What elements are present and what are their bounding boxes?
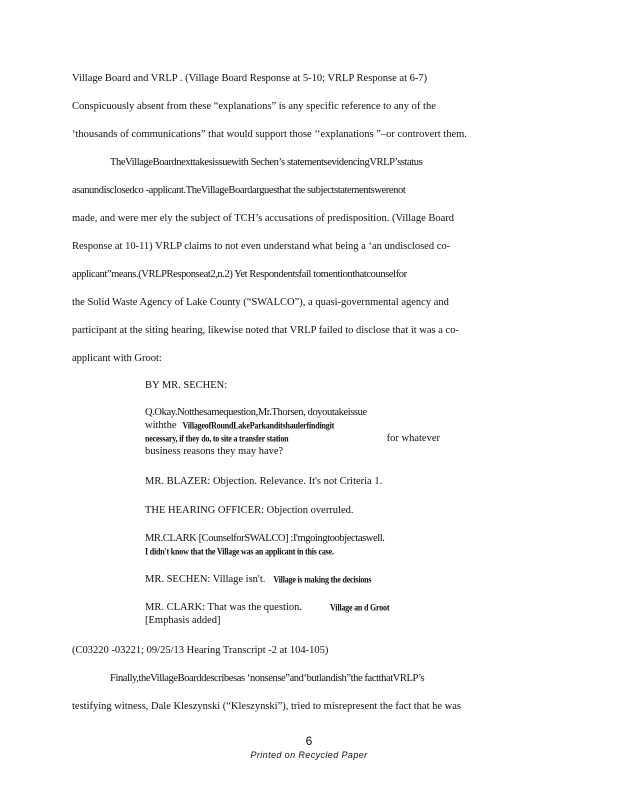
text-line xyxy=(72,212,540,226)
paragraph-first-line xyxy=(110,672,540,686)
page-number: 6 xyxy=(305,734,313,748)
transcript-question-line: necessary, if they do, to site a transfer station for whatever xyxy=(145,433,440,444)
text-line xyxy=(72,128,540,142)
transcript-clark-emphasis xyxy=(145,546,440,558)
line-text: Response at 10-11) VRLP claims to not even understand what being a ‘an undisclosed co- xyxy=(72,241,451,252)
emphasis-text: Village an d Groot xyxy=(330,602,390,613)
transcript-citation: (C03220 -03221; 09/25/13 Hearing Transcript -2 at 104-105) xyxy=(72,645,329,656)
text-line xyxy=(72,700,540,714)
paragraph-first-line xyxy=(110,156,540,170)
text-line xyxy=(72,100,540,114)
emphasis-note: [Emphasis added] xyxy=(145,615,221,626)
transcript-ruling: THE HEARING OFFICER: Objection overruled. xyxy=(145,505,354,516)
text-line xyxy=(72,268,540,282)
line-text: participant at the siting hearing, likewise noted that VRLP failed to disclose that it was a co- xyxy=(72,325,459,336)
line-text: testifying witness, Dale Kleszynski (“Kleszynski”), tried to misrepresent the fact that he was xyxy=(72,701,461,712)
emphasis-text: Village is making the decisions xyxy=(273,574,372,585)
text-line xyxy=(72,184,540,198)
emphasis-text: I didn't know that the Village was an applicant in this case. xyxy=(145,546,334,557)
line-text: Village Board and VRLP . (Village Board Response at 5-10; VRLP Response at 6-7) xyxy=(72,73,428,84)
text-line xyxy=(72,324,540,338)
line-text: applicant with Groot: xyxy=(72,353,162,364)
line-text: Finally,theVillageBoarddescribesas ‘nonsense”and‘butlandish”the factthatVRLP’s xyxy=(110,673,425,684)
text-line xyxy=(72,296,540,310)
emphasis-text: necessary, if they do, to site a transfer station xyxy=(145,433,289,444)
line-text: made, and were mer ely the subject of TCH’s accusations of predisposition. (Village Board xyxy=(72,213,455,224)
transcript-sechen: MR. SECHEN: Village isn't. Village is making the decisions xyxy=(145,574,372,585)
page-footer: Printed on Recycled Paper xyxy=(250,750,368,760)
line-text: TheVillageBoardnexttakesissuewith Sechen’s statementsevidencingVRLP’sstatus xyxy=(110,157,423,168)
text-line xyxy=(72,72,540,86)
emphasis-text: VillageofRoundLakeParkanditshaulerfindingit xyxy=(182,420,335,431)
transcript-clark: MR. CLARK: That was the question. Village an d Groot xyxy=(145,602,390,613)
text-line xyxy=(72,240,540,254)
line-text: applicant”means.(VRLPResponseat2,n.2) Yet Respondentsfail tomentionthatcounselfor xyxy=(72,269,407,280)
line-text: Conspicuously absent from these “explanations” is any specific reference to any of the xyxy=(72,101,436,112)
transcript-clark: MR.CLARK [CounselforSWALCO] :I'mgoingtoobjectaswell. xyxy=(145,533,385,544)
transcript-objection: MR. BLAZER: Objection. Relevance. It's not Criteria 1. xyxy=(145,476,383,487)
transcript-question-line: business reasons they may have? xyxy=(145,446,284,457)
text-line xyxy=(72,352,540,366)
line-text: ‘thousands of communications” that would support those ‘‘explanations ”–or controvert them. xyxy=(72,129,467,140)
transcript-question-line: withthe VillageofRoundLakeParkanditshaulerfindingit xyxy=(145,420,335,431)
transcript-question: Q.Okay.Notthesamequestion,Mr.Thorsen, doyoutakeissue xyxy=(145,407,367,418)
line-text: asanundisclosedco -applicant.TheVillageBoardarguesthat the subjectstatementswerenot xyxy=(72,185,406,196)
line-text: the Solid Waste Agency of Lake County (“SWALCO”), a quasi-governmental agency and xyxy=(72,297,449,308)
transcript-speaker: BY MR. SECHEN: xyxy=(145,380,228,391)
